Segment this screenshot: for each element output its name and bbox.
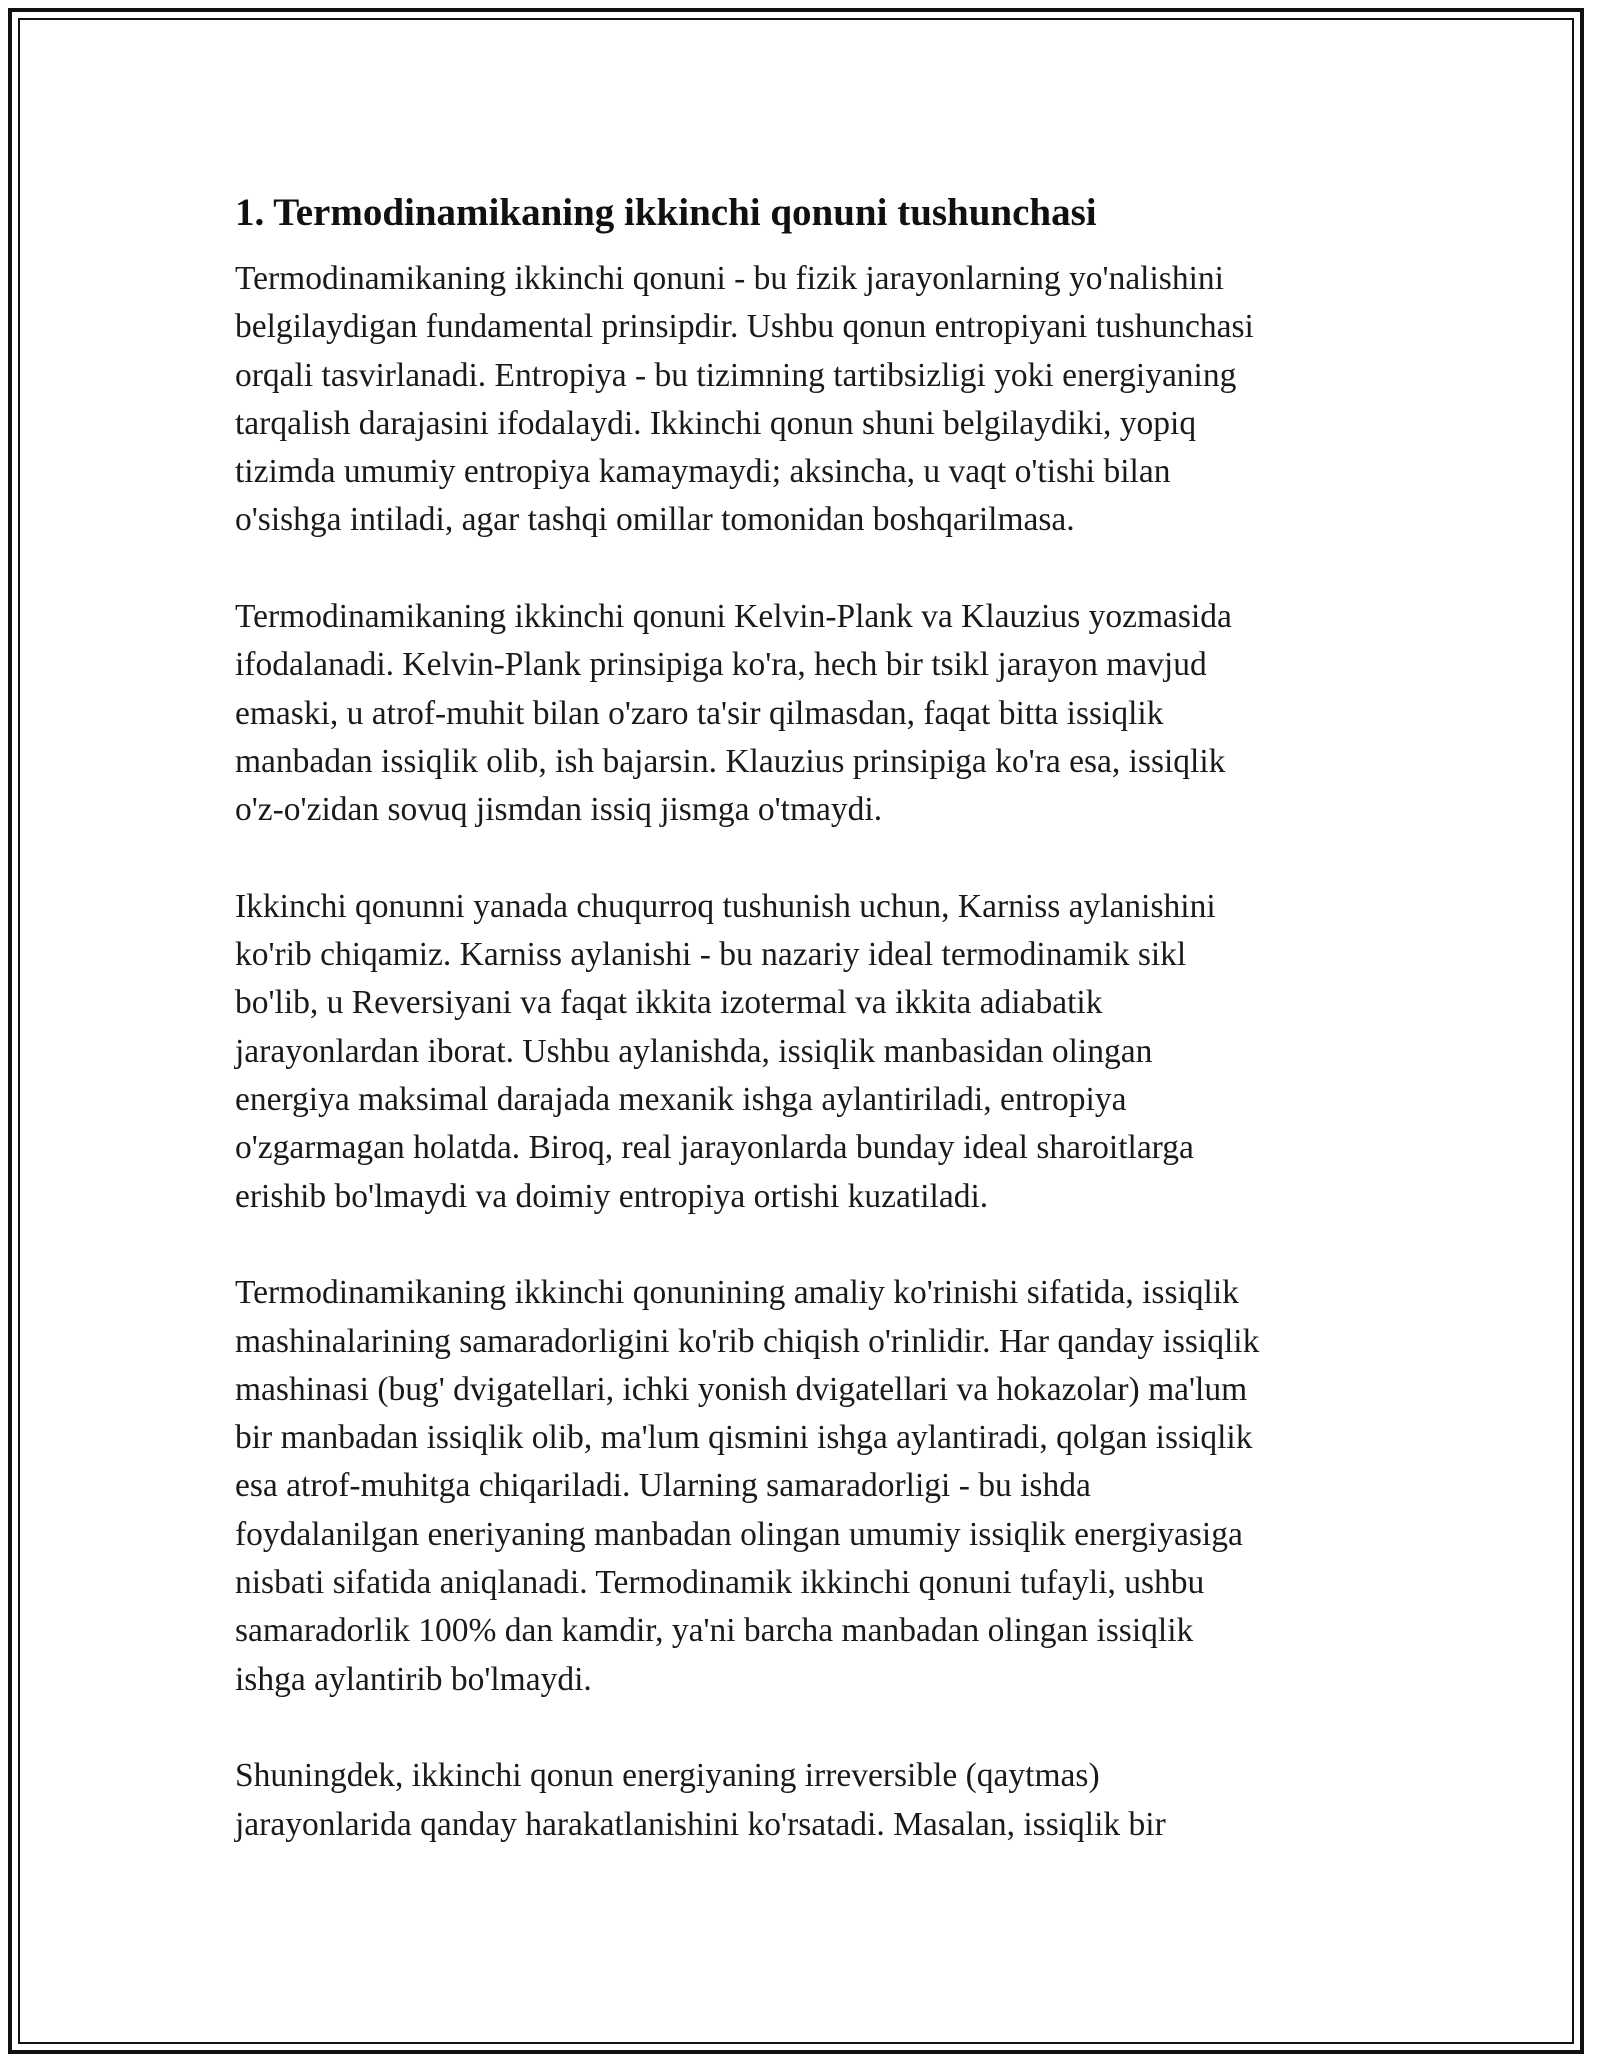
paragraph-line: jarayonlardan iborat. Ushbu aylanishda, issiqlik manbasidan olingan [235,1032,1153,1070]
paragraph-line: energiya maksimal darajada mexanik ishga aylantiriladi, entropiya [235,1081,1127,1119]
section-heading: 1. Termodinamikaning ikkinchi qonuni tushunchasi [235,191,1097,234]
paragraph-line: tarqalish darajasini ifodalaydi. Ikkinchi qonun shuni belgilaydiki, yopiq [235,404,1197,442]
paragraph-line: Ikkinchi qonunni yanada chuqurroq tushunish uchun, Karniss aylanishini [235,887,1216,925]
paragraph-line: bir manbadan issiqlik olib, ma'lum qismini ishga aylantiradi, qolgan issiqlik [235,1419,1253,1457]
paragraph-line: foydalanilgan eneriyaning manbadan olingan umumiy issiqlik energiyasiga [235,1515,1243,1553]
paragraph-line: mashinalarining samaradorligini ko'rib chiqish o'rinlidir. Har qanday issiqlik [235,1322,1260,1360]
paragraph-line: manbadan issiqlik olib, ish bajarsin. Klauzius prinsipiga ko'ra esa, issiqlik [235,742,1226,780]
paragraph-line: erishib bo'lmaydi va doimiy entropiya ortishi kuzatiladi. [235,1177,989,1215]
paragraph-line: samaradorlik 100% dan kamdir, ya'ni barcha manbadan olingan issiqlik [235,1612,1194,1650]
paragraph-line: mashinasi (bug' dvigatellari, ichki yonish dvigatellari va hokazolar) ma'lum [235,1370,1248,1408]
paragraph-line: Termodinamikaning ikkinchi qonuni - bu fizik jarayonlarning yo'nalishini [235,260,1224,297]
paragraph-line: o'z-o'zidan sovuq jismdan issiq jismga o'tmaydi. [235,791,883,829]
paragraph-line: orqali tasvirlanadi. Entropiya - bu tizimning tartibsizligi yoki energiyaning [235,356,1237,394]
paragraph-line: jarayonlarida qanday harakatlanishini ko'rsatadi. Masalan, issiqlik bir [235,1805,1166,1843]
paragraph-line: bo'lib, u Reversiyani va faqat ikkita izotermal va ikkita adiabatik [235,984,1103,1022]
paragraph-4 [235,1269,1365,1704]
paragraph-line: Termodinamikaning ikkinchi qonunining amaliy ko'rinishi sifatida, issiqlik [235,1274,1239,1312]
paragraph-1 [235,255,1365,545]
paragraph-line: ishga aylantirib bo'lmaydi. [235,1660,592,1698]
paragraph-2 [235,593,1365,834]
paragraph-line: nisbati sifatida aniqlanadi. Termodinamik ikkinchi qonuni tufayli, ushbu [235,1564,1205,1602]
paragraph-line: o'sishga intiladi, agar tashqi omillar tomonidan boshqarilmasa. [235,501,1075,539]
paragraph-line: ifodalanadi. Kelvin-Plank prinsipiga ko'ra, hech bir tsikl jarayon mavjud [235,646,1207,684]
paragraph-3 [235,883,1365,1221]
paragraph-line: o'zgarmagan holatda. Biroq, real jarayonlarda bunday ideal sharoitlarga [235,1129,1194,1167]
paragraph-line: belgilaydigan fundamental prinsipdir. Ushbu qonun entropiyani tushunchasi [235,308,1254,346]
paragraph-line: emaski, u atrof-muhit bilan o'zaro ta'sir qilmasdan, faqat bitta issiqlik [235,694,1164,732]
paragraph-5 [235,1752,1365,1849]
paragraph-line: tizimda umumiy entropiya kamaymaydi; aksincha, u vaqt o'tishi bilan [235,453,1171,491]
paragraph-line: esa atrof-muhitga chiqariladi. Ularning samaradorligi - bu ishda [235,1467,1091,1505]
document-body [235,185,1365,1897]
paragraph-line: Shuningdek, ikkinchi qonun energiyaning irreversible (qaytmas) [235,1757,1100,1795]
paragraph-line: Termodinamikaning ikkinchi qonuni Kelvin-Plank va Klauzius yozmasida [235,598,1232,636]
paragraph-line: ko'rib chiqamiz. Karniss aylanishi - bu nazariy ideal termodinamik sikl [235,936,1187,974]
